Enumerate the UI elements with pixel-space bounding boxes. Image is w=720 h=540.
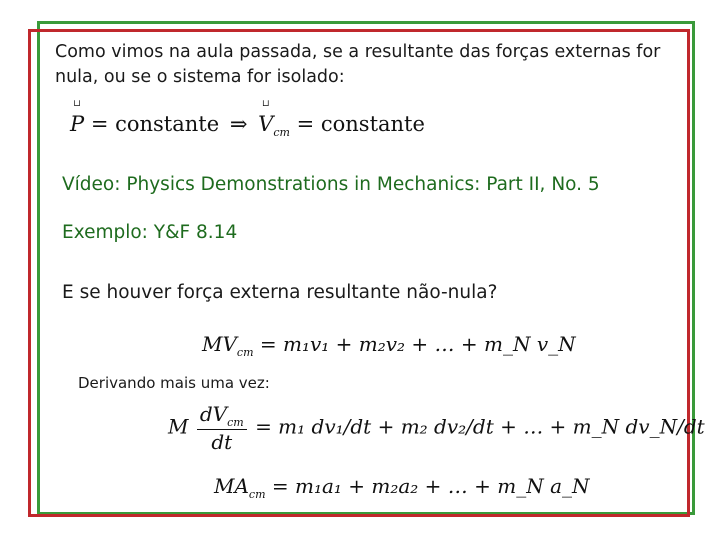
momentum-constant-equation: ⊔ P = constante ⇒ ⊔ $V_{cm}$ = constante: [70, 112, 425, 139]
eq3-d: d: [199, 402, 213, 426]
eq4-lhs: MA: [214, 474, 249, 498]
eq4-sub: cm: [248, 488, 266, 501]
derivative-equation: [168, 402, 705, 454]
eq2-lhs: MV: [202, 332, 237, 356]
example-line: Exemplo: Y&F 8.14: [62, 222, 238, 243]
eq3-fraction: [197, 402, 247, 454]
video-line: Vídeo: Physics Demonstrations in Mechanics: Part II, No. 5: [62, 174, 600, 195]
eq4-rhs: = m₁a₁ + m₂a₂ + … + m_N a_N: [271, 474, 590, 498]
intro-text: Como vimos na aula passada, se a resultante das forças externas for nula, ou se o sistema for isolado:: [55, 42, 661, 87]
eq3-v: V: [212, 402, 228, 426]
question-line: E se houver força externa resultante não-nula?: [62, 282, 498, 303]
eq1-word1: constante: [115, 112, 220, 136]
eq1-v-symbol: ⊔ V: [258, 112, 273, 136]
eq3-vsub: cm: [227, 416, 244, 429]
eq2-rhs: = m₁v₁ + m₂v₂ + … + m_N v_N: [259, 332, 576, 356]
eq3-dt: dt: [211, 430, 233, 454]
eq2-sub: cm: [236, 346, 254, 359]
total-momentum-equation: [202, 332, 576, 359]
eq1-word2: constante: [320, 112, 425, 136]
eq3-terms: = m₁ dv₁/dt + m₂ dv₂/dt + … + m_N dv_N/dt: [255, 414, 705, 439]
eq1-v-sub: cm: [273, 126, 290, 139]
eq1-p-symbol: ⊔ P: [70, 112, 84, 136]
acceleration-equation: [214, 474, 590, 501]
derive-label: Derivando mais uma vez:: [78, 374, 270, 392]
eq1-arrow: ⇒: [229, 112, 248, 136]
eq3-mass: M: [168, 414, 189, 439]
